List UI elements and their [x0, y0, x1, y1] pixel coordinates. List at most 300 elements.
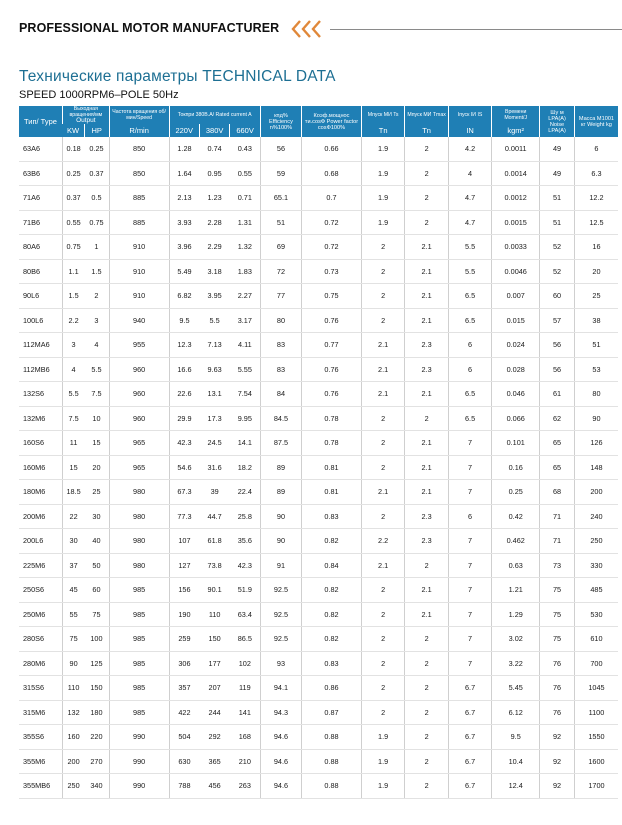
col-660v: 660V [230, 124, 260, 137]
cell-efficiency: 87.5 [260, 431, 301, 456]
col-type: Тип/ Type [19, 106, 62, 137]
cell-is: 4.7 [448, 210, 491, 235]
cell-type: 71A6 [19, 186, 62, 211]
cell-moment: 0.0015 [492, 210, 540, 235]
cell-kw: 250 [62, 774, 84, 799]
cell-220v: 422 [169, 700, 199, 725]
cell-220v: 127 [169, 553, 199, 578]
cell-660v: 2.27 [230, 284, 260, 309]
cell-tmax: 2 [405, 137, 448, 161]
col-tmax: Mпуск MИ Tmax [405, 106, 448, 124]
cell-hp: 270 [84, 749, 109, 774]
cell-is: 7 [448, 455, 491, 480]
cell-moment: 0.0046 [492, 259, 540, 284]
cell-380v: 2.29 [199, 235, 229, 260]
cell-220v: 1.28 [169, 137, 199, 161]
col-ts-tn: Tn [361, 124, 404, 137]
cell-hp: 2 [84, 284, 109, 309]
table-row [19, 235, 618, 260]
cell-weight: 53 [574, 357, 618, 382]
top-bar [0, 14, 622, 44]
cell-tmax: 2 [405, 161, 448, 186]
table-row [19, 749, 618, 774]
cell-is: 6.5 [448, 284, 491, 309]
cell-tmax: 2.1 [405, 480, 448, 505]
cell-weight: 1100 [574, 700, 618, 725]
cell-ts: 2 [361, 627, 404, 652]
cell-ts: 2 [361, 676, 404, 701]
cell-noise: 52 [540, 259, 575, 284]
cell-rmin: 985 [109, 700, 169, 725]
cell-noise: 51 [540, 186, 575, 211]
cell-weight: 485 [574, 578, 618, 603]
cell-kw: 0.55 [62, 210, 84, 235]
cell-is: 6.7 [448, 700, 491, 725]
cell-380v: 7.13 [199, 333, 229, 358]
cell-hp: 4 [84, 333, 109, 358]
cell-hp: 75 [84, 602, 109, 627]
cell-220v: 22.6 [169, 382, 199, 407]
table-row [19, 210, 618, 235]
cell-ts: 2 [361, 406, 404, 431]
page-title: Технические параметры TECHNICAL DATA [19, 68, 336, 85]
cell-moment: 0.046 [492, 382, 540, 407]
cell-type: 355M6 [19, 749, 62, 774]
cell-weight: 20 [574, 259, 618, 284]
cell-power-factor: 0.81 [302, 480, 362, 505]
cell-rmin: 940 [109, 308, 169, 333]
cell-ts: 2.1 [361, 553, 404, 578]
cell-type: 63A6 [19, 137, 62, 161]
cell-is: 7 [448, 529, 491, 554]
cell-tmax: 2.3 [405, 529, 448, 554]
cell-rmin: 985 [109, 602, 169, 627]
cell-hp: 5.5 [84, 357, 109, 382]
cell-power-factor: 0.76 [302, 308, 362, 333]
cell-tmax: 2 [405, 186, 448, 211]
cell-ts: 2 [361, 700, 404, 725]
table-row [19, 529, 618, 554]
cell-noise: 92 [540, 749, 575, 774]
cell-660v: 51.9 [230, 578, 260, 603]
cell-tmax: 2 [405, 210, 448, 235]
cell-660v: 1.83 [230, 259, 260, 284]
col-power-factor: Коэф.мощнос ти.cosФ Power factor cosФ100% [302, 106, 362, 137]
cell-moment: 0.462 [492, 529, 540, 554]
cell-kw: 0.75 [62, 235, 84, 260]
cell-noise: 62 [540, 406, 575, 431]
table-row [19, 186, 618, 211]
cell-rmin: 910 [109, 259, 169, 284]
cell-noise: 75 [540, 578, 575, 603]
cell-kw: 22 [62, 504, 84, 529]
cell-220v: 107 [169, 529, 199, 554]
cell-ts: 2 [361, 284, 404, 309]
cell-efficiency: 92.5 [260, 627, 301, 652]
cell-weight: 90 [574, 406, 618, 431]
cell-power-factor: 0.77 [302, 333, 362, 358]
cell-tmax: 2.1 [405, 382, 448, 407]
cell-noise: 65 [540, 431, 575, 456]
cell-220v: 5.49 [169, 259, 199, 284]
cell-noise: 56 [540, 357, 575, 382]
cell-type: 250S6 [19, 578, 62, 603]
table-row [19, 259, 618, 284]
cell-220v: 156 [169, 578, 199, 603]
cell-380v: 61.8 [199, 529, 229, 554]
cell-220v: 630 [169, 749, 199, 774]
cell-380v: 5.5 [199, 308, 229, 333]
page-subtitle: SPEED 1000RPM6–POLE 50Hz [19, 89, 179, 101]
cell-efficiency: 80 [260, 308, 301, 333]
cell-noise: 68 [540, 480, 575, 505]
cell-type: 355MB6 [19, 774, 62, 799]
cell-hp: 0.37 [84, 161, 109, 186]
cell-type: 280S6 [19, 627, 62, 652]
cell-efficiency: 51 [260, 210, 301, 235]
cell-noise: 57 [540, 308, 575, 333]
table-row [19, 357, 618, 382]
cell-hp: 125 [84, 651, 109, 676]
cell-weight: 12.2 [574, 186, 618, 211]
table-row [19, 774, 618, 799]
cell-660v: 63.4 [230, 602, 260, 627]
cell-power-factor: 0.83 [302, 651, 362, 676]
col-tmax-tn: Tn [405, 124, 448, 137]
cell-rmin: 910 [109, 235, 169, 260]
cell-380v: 207 [199, 676, 229, 701]
cell-weight: 38 [574, 308, 618, 333]
table-row [19, 651, 618, 676]
cell-660v: 119 [230, 676, 260, 701]
cell-is: 4.2 [448, 137, 491, 161]
cell-660v: 1.32 [230, 235, 260, 260]
cell-moment: 0.0014 [492, 161, 540, 186]
cell-ts: 2 [361, 602, 404, 627]
cell-rmin: 960 [109, 382, 169, 407]
cell-type: 112MA6 [19, 333, 62, 358]
cell-660v: 168 [230, 725, 260, 750]
cell-power-factor: 0.88 [302, 774, 362, 799]
cell-220v: 54.6 [169, 455, 199, 480]
cell-type: 355S6 [19, 725, 62, 750]
cell-type: 315S6 [19, 676, 62, 701]
cell-tmax: 2.1 [405, 308, 448, 333]
cell-380v: 13.1 [199, 382, 229, 407]
cell-220v: 6.82 [169, 284, 199, 309]
cell-is: 6.5 [448, 382, 491, 407]
cell-hp: 0.75 [84, 210, 109, 235]
cell-type: 200M6 [19, 504, 62, 529]
cell-tmax: 2.1 [405, 578, 448, 603]
cell-ts: 2.1 [361, 333, 404, 358]
cell-ts: 1.9 [361, 210, 404, 235]
cell-hp: 340 [84, 774, 109, 799]
cell-weight: 16 [574, 235, 618, 260]
cell-weight: 126 [574, 431, 618, 456]
cell-power-factor: 0.88 [302, 725, 362, 750]
cell-moment: 1.21 [492, 578, 540, 603]
cell-type: 160S6 [19, 431, 62, 456]
cell-ts: 2 [361, 578, 404, 603]
col-ts: Mпуск MИ Ts [361, 106, 404, 124]
cell-tmax: 2.3 [405, 504, 448, 529]
table-row [19, 676, 618, 701]
cell-hp: 50 [84, 553, 109, 578]
cell-weight: 330 [574, 553, 618, 578]
cell-moment: 3.22 [492, 651, 540, 676]
cell-power-factor: 0.73 [302, 259, 362, 284]
cell-moment: 0.015 [492, 308, 540, 333]
cell-is: 6 [448, 357, 491, 382]
cell-efficiency: 84 [260, 382, 301, 407]
table-row [19, 284, 618, 309]
cell-ts: 2 [361, 504, 404, 529]
cell-power-factor: 0.82 [302, 602, 362, 627]
cell-efficiency: 56 [260, 137, 301, 161]
cell-rmin: 985 [109, 651, 169, 676]
cell-efficiency: 84.5 [260, 406, 301, 431]
col-output-en: Output [76, 117, 96, 124]
table-row [19, 308, 618, 333]
cell-is: 4.7 [448, 186, 491, 211]
table-row [19, 161, 618, 186]
cell-660v: 42.3 [230, 553, 260, 578]
cell-kw: 2.2 [62, 308, 84, 333]
cell-ts: 1.9 [361, 186, 404, 211]
cell-is: 6.7 [448, 676, 491, 701]
cell-660v: 22.4 [230, 480, 260, 505]
cell-380v: 244 [199, 700, 229, 725]
cell-hp: 0.25 [84, 137, 109, 161]
cell-380v: 90.1 [199, 578, 229, 603]
cell-hp: 1 [84, 235, 109, 260]
cell-hp: 150 [84, 676, 109, 701]
cell-is: 6.7 [448, 725, 491, 750]
table-row [19, 137, 618, 161]
cell-noise: 52 [540, 235, 575, 260]
cell-660v: 0.71 [230, 186, 260, 211]
cell-noise: 61 [540, 382, 575, 407]
cell-is: 4 [448, 161, 491, 186]
cell-moment: 0.63 [492, 553, 540, 578]
cell-hp: 40 [84, 529, 109, 554]
cell-660v: 210 [230, 749, 260, 774]
cell-power-factor: 0.68 [302, 161, 362, 186]
cell-tmax: 2 [405, 676, 448, 701]
table-row [19, 480, 618, 505]
cell-efficiency: 94.6 [260, 774, 301, 799]
cell-660v: 7.54 [230, 382, 260, 407]
cell-rmin: 980 [109, 504, 169, 529]
cell-hp: 15 [84, 431, 109, 456]
cell-is: 6.7 [448, 749, 491, 774]
cell-tmax: 2.1 [405, 602, 448, 627]
table-row [19, 333, 618, 358]
cell-moment: 0.42 [492, 504, 540, 529]
cell-rmin: 910 [109, 284, 169, 309]
cell-is: 5.5 [448, 259, 491, 284]
cell-power-factor: 0.78 [302, 406, 362, 431]
cell-noise: 49 [540, 161, 575, 186]
cell-hp: 20 [84, 455, 109, 480]
cell-is: 6.5 [448, 308, 491, 333]
cell-hp: 25 [84, 480, 109, 505]
cell-220v: 504 [169, 725, 199, 750]
cell-type: 200L6 [19, 529, 62, 554]
cell-kw: 37 [62, 553, 84, 578]
table-row [19, 553, 618, 578]
table-body [19, 137, 618, 798]
cell-380v: 150 [199, 627, 229, 652]
cell-noise: 49 [540, 137, 575, 161]
cell-noise: 92 [540, 725, 575, 750]
cell-ts: 2 [361, 259, 404, 284]
cell-type: 180M6 [19, 480, 62, 505]
cell-weight: 1700 [574, 774, 618, 799]
cell-tmax: 2 [405, 651, 448, 676]
cell-380v: 17.3 [199, 406, 229, 431]
cell-ts: 2.1 [361, 382, 404, 407]
cell-power-factor: 0.78 [302, 431, 362, 456]
cell-efficiency: 92.5 [260, 602, 301, 627]
cell-rmin: 985 [109, 627, 169, 652]
cell-weight: 80 [574, 382, 618, 407]
table-row [19, 455, 618, 480]
table-row [19, 602, 618, 627]
cell-hp: 1.5 [84, 259, 109, 284]
cell-power-factor: 0.86 [302, 676, 362, 701]
cell-kw: 0.25 [62, 161, 84, 186]
cell-220v: 67.3 [169, 480, 199, 505]
cell-efficiency: 90 [260, 529, 301, 554]
cell-is: 7 [448, 602, 491, 627]
cell-220v: 9.5 [169, 308, 199, 333]
cell-kw: 55 [62, 602, 84, 627]
cell-type: 80B6 [19, 259, 62, 284]
cell-efficiency: 90 [260, 504, 301, 529]
cell-type: 63B6 [19, 161, 62, 186]
col-weight: Масса M1001 кг Weight kg [574, 106, 618, 137]
cell-type: 280M6 [19, 651, 62, 676]
cell-rmin: 990 [109, 725, 169, 750]
cell-rmin: 850 [109, 161, 169, 186]
cell-moment: 0.101 [492, 431, 540, 456]
col-hp: HP [84, 124, 109, 137]
cell-kw: 4 [62, 357, 84, 382]
cell-noise: 56 [540, 333, 575, 358]
cell-kw: 11 [62, 431, 84, 456]
cell-660v: 1.31 [230, 210, 260, 235]
cell-hp: 30 [84, 504, 109, 529]
cell-efficiency: 89 [260, 455, 301, 480]
cell-220v: 29.9 [169, 406, 199, 431]
cell-power-factor: 0.72 [302, 235, 362, 260]
cell-rmin: 965 [109, 455, 169, 480]
cell-is: 7 [448, 431, 491, 456]
cell-tmax: 2 [405, 700, 448, 725]
cell-efficiency: 72 [260, 259, 301, 284]
cell-noise: 75 [540, 627, 575, 652]
cell-is: 7 [448, 553, 491, 578]
table-row [19, 700, 618, 725]
cell-efficiency: 83 [260, 357, 301, 382]
cell-380v: 3.18 [199, 259, 229, 284]
cell-220v: 16.6 [169, 357, 199, 382]
cell-type: 315M6 [19, 700, 62, 725]
cell-rmin: 885 [109, 210, 169, 235]
cell-weight: 148 [574, 455, 618, 480]
cell-660v: 25.8 [230, 504, 260, 529]
cell-efficiency: 92.5 [260, 578, 301, 603]
cell-weight: 200 [574, 480, 618, 505]
cell-type: 90L6 [19, 284, 62, 309]
cell-tmax: 2 [405, 406, 448, 431]
cell-type: 132S6 [19, 382, 62, 407]
cell-tmax: 2.3 [405, 333, 448, 358]
cell-ts: 2 [361, 235, 404, 260]
cell-weight: 6 [574, 137, 618, 161]
cell-660v: 0.55 [230, 161, 260, 186]
cell-tmax: 2.1 [405, 431, 448, 456]
cell-power-factor: 0.81 [302, 455, 362, 480]
cell-tmax: 2 [405, 553, 448, 578]
cell-380v: 365 [199, 749, 229, 774]
cell-type: 160M6 [19, 455, 62, 480]
cell-kw: 160 [62, 725, 84, 750]
cell-tmax: 2.1 [405, 284, 448, 309]
col-moment-unit: kgm² [492, 124, 540, 137]
cell-220v: 3.93 [169, 210, 199, 235]
cell-noise: 75 [540, 602, 575, 627]
cell-660v: 5.55 [230, 357, 260, 382]
cell-660v: 9.95 [230, 406, 260, 431]
cell-660v: 18.2 [230, 455, 260, 480]
col-output-ru: Выходная вращения/мм [69, 106, 103, 118]
cell-rmin: 985 [109, 676, 169, 701]
cell-rmin: 885 [109, 186, 169, 211]
cell-380v: 31.6 [199, 455, 229, 480]
cell-kw: 110 [62, 676, 84, 701]
cell-weight: 700 [574, 651, 618, 676]
cell-hp: 0.5 [84, 186, 109, 211]
cell-weight: 1550 [574, 725, 618, 750]
col-is-in: IN [448, 124, 491, 137]
cell-power-factor: 0.72 [302, 210, 362, 235]
cell-220v: 357 [169, 676, 199, 701]
cell-power-factor: 0.82 [302, 627, 362, 652]
cell-weight: 25 [574, 284, 618, 309]
cell-380v: 39 [199, 480, 229, 505]
cell-power-factor: 0.87 [302, 700, 362, 725]
cell-660v: 102 [230, 651, 260, 676]
cell-moment: 0.25 [492, 480, 540, 505]
cell-380v: 292 [199, 725, 229, 750]
cell-220v: 3.96 [169, 235, 199, 260]
cell-moment: 12.4 [492, 774, 540, 799]
cell-is: 6 [448, 333, 491, 358]
cell-ts: 1.9 [361, 161, 404, 186]
brand-title: PROFESSIONAL MOTOR MANUFACTURER [19, 21, 280, 35]
cell-380v: 0.74 [199, 137, 229, 161]
cell-noise: 76 [540, 651, 575, 676]
cell-weight: 1600 [574, 749, 618, 774]
cell-moment: 0.0033 [492, 235, 540, 260]
table-row [19, 431, 618, 456]
cell-rmin: 985 [109, 578, 169, 603]
cell-380v: 456 [199, 774, 229, 799]
cell-moment: 0.0011 [492, 137, 540, 161]
